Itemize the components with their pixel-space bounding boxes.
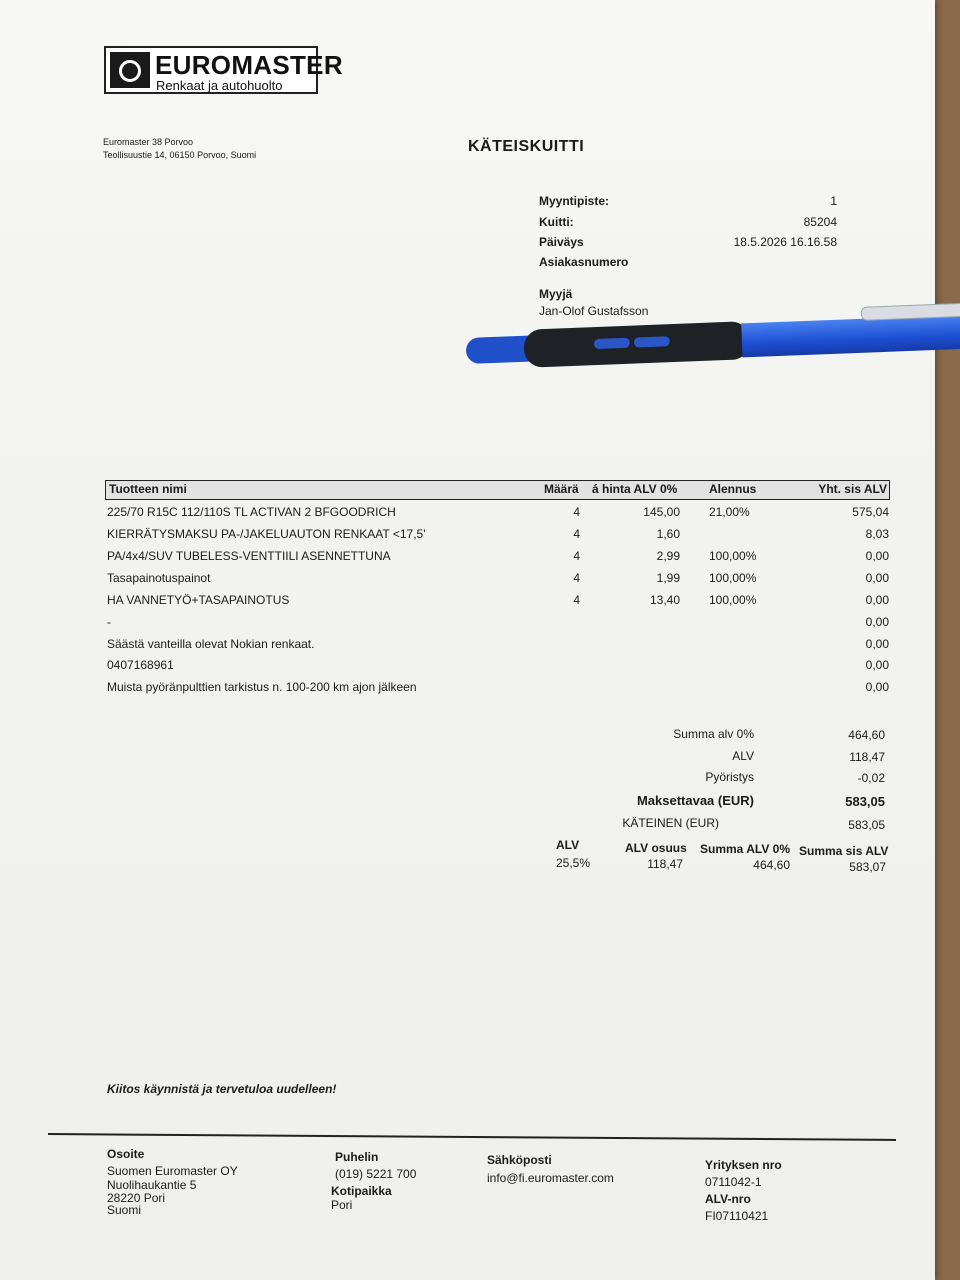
col-price-header: á hinta ALV 0% (592, 482, 678, 496)
table-row (0, 658, 935, 680)
table-row (0, 505, 935, 527)
item-name: Muista pyöränpulttien tarkistus n. 100-200 km ajon jälkeen (107, 680, 417, 694)
table-row (0, 680, 935, 702)
thank-you-note: Kiitos käynnistä ja tervetuloa uudelleen! (107, 1082, 337, 1096)
item-name: - (107, 615, 111, 629)
item-total: 8,03 (865, 527, 889, 541)
logo-brand: EUROMASTER (155, 50, 343, 80)
cash-label: KÄTEINEN (EUR) (622, 816, 719, 830)
footer-divider (48, 1133, 896, 1141)
net-total-label: Summa alv 0% (673, 727, 754, 741)
footer-company-no: 0711042-1 (705, 1175, 762, 1189)
item-total: 0,00 (865, 658, 889, 672)
col-name-header: Tuotteen nimi (109, 482, 187, 496)
item-total: 0,00 (865, 549, 889, 563)
footer-email-label: Sähköposti (487, 1153, 552, 1167)
vat-net-header: Summa ALV 0% (700, 842, 791, 856)
item-qty: 4 (573, 505, 580, 519)
table-row (0, 549, 935, 571)
item-price: 145,00 (643, 505, 680, 519)
footer-domicile: Pori (331, 1198, 353, 1212)
seller-label: Myyjä (539, 287, 573, 301)
item-qty: 4 (573, 549, 580, 563)
amount-due-value: 583,05 (845, 794, 885, 809)
footer-address-line: Suomen Euromaster OY (107, 1164, 238, 1178)
footer-vat-no-label: ALV-nro (705, 1192, 751, 1206)
meta-label: Päiväys (539, 235, 584, 249)
item-discount: 21,00% (709, 505, 750, 519)
item-total: 0,00 (865, 615, 889, 629)
item-total: 0,00 (865, 593, 889, 607)
col-total-header: Yht. sis ALV (818, 482, 887, 496)
item-name: Säästä vanteilla olevat Nokian renkaat. (107, 637, 315, 651)
item-name: 0407168961 (107, 658, 174, 672)
vat-total-value: 118,47 (849, 750, 885, 764)
item-name: 225/70 R15C 112/110S TL ACTIVAN 2 BFGOODRICH (107, 505, 396, 519)
items-table-header (105, 480, 890, 500)
footer-company-no-label: Yrityksen nro (705, 1158, 782, 1172)
footer-address-line: Nuolihaukantie 5 (107, 1178, 197, 1192)
item-name: HA VANNETYÖ+TASAPAINOTUS (107, 593, 290, 607)
col-qty-header: Määrä (544, 482, 579, 496)
table-row (0, 527, 935, 549)
item-price: 13,40 (649, 593, 680, 607)
vat-share-header: ALV osuus (625, 841, 687, 855)
rounding-label: Pyöristys (705, 770, 754, 784)
item-name: PA/4x4/SUV TUBELESS-VENTTIILI ASENNETTUNA (107, 549, 391, 563)
table-row (0, 593, 935, 615)
cash-value: 583,05 (848, 818, 885, 832)
footer-email[interactable]: info@fi.euromaster.com (487, 1171, 614, 1185)
vat-total-label: ALV (732, 749, 754, 763)
shop-address: Teollisuustie 14, 06150 Porvoo, Suomi (103, 150, 257, 160)
item-name: KIERRÄTYSMAKSU PA-/JAKELUAUTON RENKAAT <17,5' (107, 527, 426, 541)
item-total: 0,00 (865, 571, 889, 585)
footer-phone: (019) 5221 700 (335, 1167, 417, 1181)
vat-rate-header: ALV (556, 838, 580, 852)
table-row (0, 615, 935, 637)
seller-name: Jan-Olof Gustafsson (539, 304, 649, 318)
footer-address-line: Suomi (107, 1203, 142, 1217)
pen-barrel (741, 314, 960, 357)
table-row (0, 571, 935, 593)
tire-logo-icon (110, 52, 150, 88)
item-price: 1,60 (656, 527, 680, 541)
item-price: 2,99 (656, 549, 680, 563)
meta-value: 1 (830, 194, 837, 208)
vat-net-value: 464,60 (753, 858, 790, 872)
item-total: 0,00 (865, 680, 889, 694)
item-total: 0,00 (865, 637, 889, 651)
logo-tagline: Renkaat ja autohuolto (156, 78, 283, 93)
receipt-title: KÄTEISKUITTI (468, 138, 585, 155)
meta-label: Asiakasnumero (539, 255, 629, 269)
shop-name: Euromaster 38 Porvoo (103, 137, 194, 147)
item-discount: 100,00% (709, 593, 757, 607)
table-row (0, 637, 935, 659)
meta-label: Kuitti: (539, 215, 574, 229)
vat-rate-value: 25,5% (556, 856, 591, 870)
col-discount-header: Alennus (709, 482, 757, 496)
meta-value: 18.5.2026 16.16.58 (733, 235, 837, 249)
euromaster-logo (104, 46, 343, 94)
vat-gross-header: Summa sis ALV (799, 844, 889, 858)
item-price: 1,99 (656, 571, 680, 585)
amount-due-label: Maksettavaa (EUR) (636, 793, 754, 808)
footer-vat-no: FI07110421 (705, 1209, 769, 1223)
footer-domicile-label: Kotipaikka (331, 1184, 392, 1198)
item-qty: 4 (573, 527, 580, 541)
vat-share-value: 118,47 (647, 857, 683, 871)
item-total: 575,04 (852, 505, 889, 519)
pen-tip (466, 335, 533, 364)
footer-address-line: 28220 Pori (107, 1191, 166, 1205)
pen-grip (523, 321, 750, 368)
item-qty: 4 (573, 593, 580, 607)
item-qty: 4 (573, 571, 580, 585)
footer-phone-label: Puhelin (335, 1150, 379, 1164)
item-discount: 100,00% (709, 571, 757, 585)
item-discount: 100,00% (709, 549, 757, 563)
vat-gross-value: 583,07 (849, 860, 886, 874)
rounding-value: -0,02 (857, 771, 885, 785)
meta-label: Myyntipiste: (539, 194, 610, 208)
item-name: Tasapainotuspainot (107, 571, 211, 585)
footer-address-label: Osoite (107, 1147, 145, 1161)
net-total-value: 464,60 (848, 728, 885, 742)
meta-value: 85204 (803, 215, 837, 229)
